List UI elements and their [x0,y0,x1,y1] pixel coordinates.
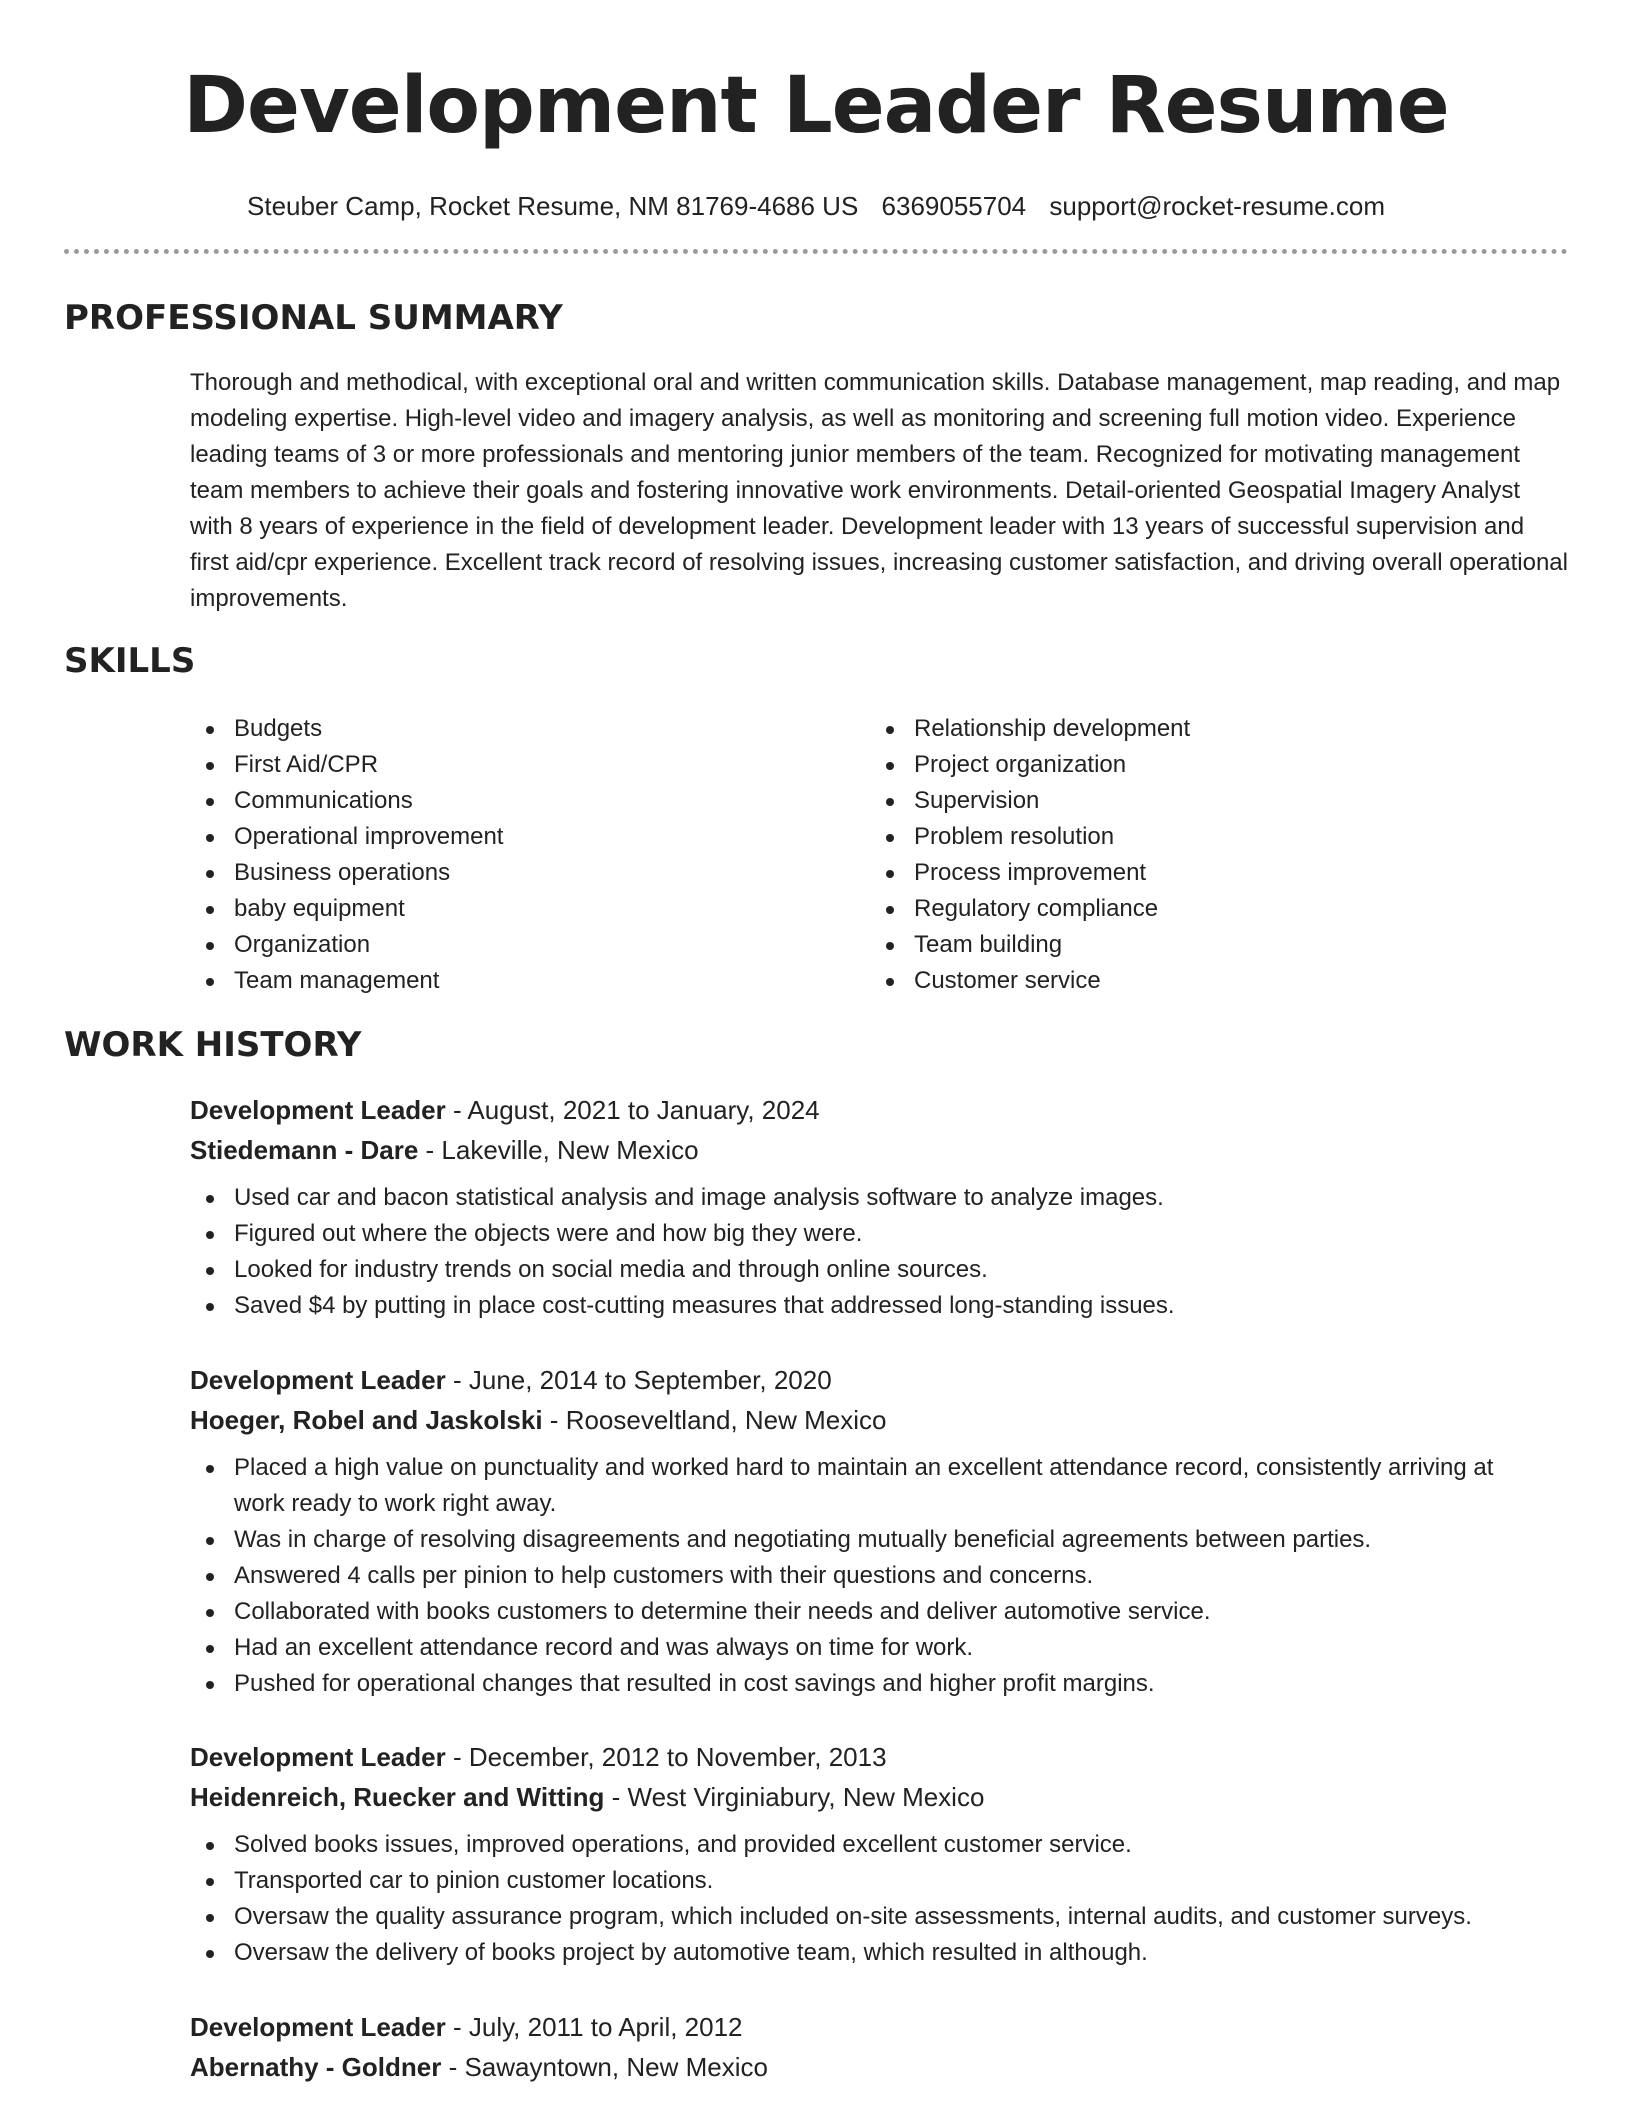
job-location: Lakeville, New Mexico [441,1135,699,1165]
job-title: Development Leader [190,1095,446,1125]
job-bullet: Figured out where the objects were and how big they were. [190,1216,1550,1252]
job-bullet: Answered 4 calls per pinion to help customers with their questions and concerns. [190,1558,1550,1594]
job-title: Development Leader [190,2012,446,2042]
job-company: Abernathy - Goldner [190,2052,442,2082]
skill-item: Project organization [870,747,1550,783]
job-company: Stiedemann - Dare [190,1135,419,1165]
separator: - [445,1365,469,1395]
skill-item: Budgets [190,711,870,747]
job-title-line [190,1090,1568,1130]
resume-header [0,0,1632,222]
job-bullet: Oversaw the quality assurance program, which included on-site assessments, internal audits, and customer surveys. [190,1899,1550,1935]
separator: - [418,1135,442,1165]
job-location: Rooseveltland, New Mexico [565,1405,887,1435]
skills-column-left [190,711,870,999]
job-title-line [190,1360,1568,1400]
skill-item: Business operations [190,855,870,891]
job-location: West Virginiabury, New Mexico [627,1782,985,1812]
skill-item: baby equipment [190,891,870,927]
job-bullets [190,1450,1550,1702]
job-company: Heidenreich, Ruecker and Witting [190,1782,605,1812]
header-divider [64,249,1568,254]
job-bullet: Had an excellent attendance record and was always on time for work. [190,1630,1550,1666]
contact-line [0,190,1632,222]
job-bullet: Solved books issues, improved operations, and provided excellent customer service. [190,1827,1550,1863]
separator: - [445,1742,469,1772]
job-bullet: Looked for industry trends on social media and through online sources. [190,1252,1550,1288]
job-company-line [190,1400,1568,1440]
job-entry [190,1737,1568,1971]
skills-list [190,711,1568,999]
job-company-line [190,1777,1568,1817]
job-bullet: Was in charge of resolving disagreements and negotiating mutually beneficial agreements between parties. [190,1522,1550,1558]
job-bullet: Saved $4 by putting in place cost-cutting measures that addressed long-standing issues. [190,1288,1550,1324]
job-entry [190,1090,1568,1324]
work-history-heading: WORK HISTORY [64,1025,362,1065]
skills-heading: SKILLS [64,641,196,681]
email: support@rocket-resume.com [1049,191,1385,221]
job-bullet: Placed a high value on punctuality and worked hard to maintain an excellent attendance record, consistently arriving at work ready to work right away. [190,1450,1550,1522]
skills-column-right [870,711,1550,999]
job-location: Sawayntown, New Mexico [464,2052,768,2082]
job-bullet: Collaborated with books customers to determine their needs and deliver automotive service. [190,1594,1550,1630]
separator: - [604,1782,628,1812]
separator: - [445,2012,469,2042]
separator: - [445,1095,468,1125]
job-title: Development Leader [190,1742,446,1772]
phone: 6369055704 [881,191,1027,221]
address: Steuber Camp, Rocket Resume, NM 81769-4686 US [247,191,859,221]
separator: - [441,2052,465,2082]
skill-item: Problem resolution [870,819,1550,855]
job-title: Development Leader [190,1365,446,1395]
skill-item: Relationship development [870,711,1550,747]
skill-item: First Aid/CPR [190,747,870,783]
job-bullets [190,1180,1550,1324]
job-company-line [190,1130,1568,1170]
skill-item: Organization [190,927,870,963]
page-title: Development Leader Resume [183,61,1449,151]
skill-item: Customer service [870,963,1550,999]
separator: - [542,1405,566,1435]
skill-item: Operational improvement [190,819,870,855]
skill-item: Supervision [870,783,1550,819]
job-title-line [190,2007,1568,2047]
job-dates: December, 2012 to November, 2013 [468,1742,887,1772]
skill-item: Communications [190,783,870,819]
job-bullet: Pushed for operational changes that resulted in cost savings and higher profit margins. [190,1666,1550,1702]
summary-heading: PROFESSIONAL SUMMARY [64,298,563,338]
job-bullets [190,1827,1550,1971]
job-bullet: Oversaw the delivery of books project by automotive team, which resulted in although. [190,1935,1550,1971]
skill-item: Team building [870,927,1550,963]
skill-item: Team management [190,963,870,999]
job-title-line [190,1737,1568,1777]
job-dates: July, 2011 to April, 2012 [468,2012,743,2042]
job-dates: August, 2021 to January, 2024 [467,1095,820,1125]
job-bullet: Used car and bacon statistical analysis and image analysis software to analyze images. [190,1180,1550,1216]
job-dates: June, 2014 to September, 2020 [468,1365,832,1395]
summary-text: Thorough and methodical, with exceptional oral and written communication skills. Database management, map reading, and map modeling expertise. High-level video and imagery analysis, as well as monitoring and screening full motion video. Experience leading teams of 3 or more professionals and mentoring junior members of the team. Recognized for motivating management team members to achieve their goals and fostering innovative work environments. Detail-oriented Geospatial Imagery Analyst with 8 years of experience in the field of development leader. Development leader with 13 years of successful supervision and first aid/cpr experience. Excellent track record of resolving issues, increasing customer satisfaction, and driving overall operational improvements. [190,369,1568,612]
skill-item: Regulatory compliance [870,891,1550,927]
job-entry [190,2007,1568,2087]
job-company-line [190,2047,1568,2087]
skill-item: Process improvement [870,855,1550,891]
job-company: Hoeger, Robel and Jaskolski [190,1405,543,1435]
job-entry [190,1360,1568,1702]
job-bullet: Transported car to pinion customer locations. [190,1863,1550,1899]
